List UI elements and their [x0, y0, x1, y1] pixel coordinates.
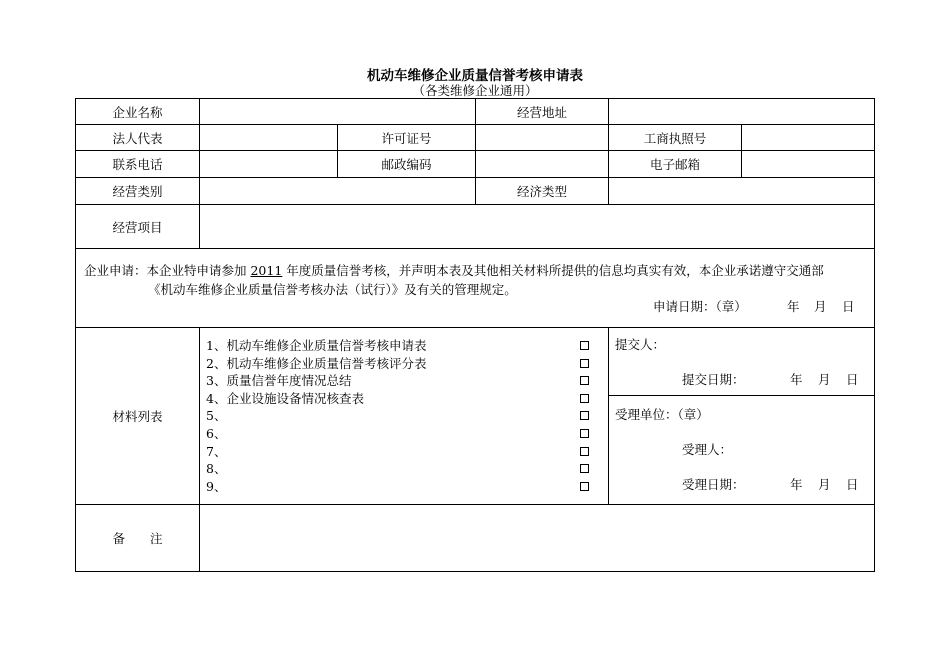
submit-date-month: 月: [818, 372, 831, 387]
application-date-year: 年: [787, 299, 800, 314]
table-border-right: [874, 98, 875, 572]
accept-date-month: 月: [818, 477, 831, 492]
submit-date-label: 提交日期：: [682, 372, 745, 387]
application-date-day: 日: [842, 299, 855, 314]
material-checkbox[interactable]: [580, 411, 589, 420]
submit-date-year: 年: [790, 372, 803, 387]
material-checkbox[interactable]: [580, 394, 589, 403]
application-date-label: 申请日期：（章）: [653, 299, 747, 314]
table-border-bottom: [75, 571, 875, 572]
material-item: 8、: [206, 461, 227, 476]
email-label: 电子邮箱: [649, 157, 700, 172]
material-checkbox[interactable]: [580, 482, 589, 491]
license-no-field[interactable]: [476, 125, 608, 150]
accepting-person-label: 受理人：: [682, 442, 733, 457]
accept-date-label: 受理日期：: [682, 477, 745, 492]
business-address-field[interactable]: [609, 99, 874, 124]
material-item: 5、: [206, 408, 227, 423]
material-checkbox[interactable]: [580, 376, 589, 385]
company-name-label: 企业名称: [112, 104, 163, 120]
declaration-suffix: 年度质量信誉考核，并声明本表及其他相关材料所提供的信息均真实有效，本企业承诺遵守交通部: [282, 263, 824, 278]
form-subtitle: （各类维修企业通用）: [412, 83, 538, 98]
material-item: 3、质量信誉年度情况总结: [206, 373, 352, 388]
business-license-field[interactable]: [742, 125, 874, 150]
material-checkbox[interactable]: [580, 429, 589, 438]
col-divider: [608, 327, 609, 504]
material-item: 1、机动车维修企业质量信誉考核申请表: [206, 338, 427, 353]
business-category-field[interactable]: [200, 178, 475, 204]
declaration-prefix: 企业申请：本企业特申请参加: [84, 263, 251, 278]
postal-code-label: 邮政编码: [381, 157, 432, 172]
material-item: 4、企业设施设备情况核查表: [206, 391, 364, 406]
material-item: 6、: [206, 426, 227, 441]
license-no-label: 许可证号: [381, 130, 432, 146]
material-item: 2、机动车维修企业质量信誉考核评分表: [206, 356, 427, 371]
business-license-label: 工商执照号: [643, 130, 707, 146]
business-items-label: 经营项目: [112, 219, 163, 235]
postal-code-field[interactable]: [476, 151, 608, 177]
row-divider: [75, 248, 875, 249]
declaration-text-line1: [84, 262, 824, 279]
legal-rep-field[interactable]: [200, 125, 337, 150]
business-address-label: 经营地址: [516, 104, 567, 120]
material-checkbox[interactable]: [580, 359, 589, 368]
legal-rep-label: 法人代表: [112, 130, 163, 146]
material-checkbox[interactable]: [580, 464, 589, 473]
accept-date-day: 日: [846, 477, 859, 492]
phone-field[interactable]: [200, 151, 337, 177]
material-checkbox[interactable]: [580, 341, 589, 350]
row-divider: [608, 395, 875, 396]
business-items-field[interactable]: [200, 205, 874, 248]
material-item: 7、: [206, 444, 227, 459]
declaration-year: 2011: [250, 263, 283, 278]
business-category-label: 经营类别: [112, 184, 163, 199]
economic-type-label: 经济类型: [516, 184, 567, 199]
email-field[interactable]: [742, 151, 874, 177]
company-name-field[interactable]: [200, 99, 475, 124]
material-checkbox[interactable]: [580, 447, 589, 456]
remarks-field[interactable]: [200, 505, 874, 571]
form-title: 机动车维修企业质量信誉考核申请表: [367, 68, 583, 84]
application-date-month: 月: [814, 299, 827, 314]
materials-label: 材料列表: [112, 409, 163, 424]
material-item: 9、: [206, 479, 227, 494]
submitter-label: 提交人：: [615, 337, 666, 352]
economic-type-field[interactable]: [609, 178, 874, 204]
phone-label: 联系电话: [112, 157, 163, 172]
declaration-text-line2: 《机动车维修企业质量信誉考核办法（试行）》及有关的管理规定。: [148, 282, 517, 297]
accept-date-year: 年: [790, 477, 803, 492]
submit-date-day: 日: [846, 372, 859, 387]
accepting-unit-label: 受理单位：（章）: [615, 407, 709, 422]
remarks-label: 备 注: [112, 531, 163, 546]
